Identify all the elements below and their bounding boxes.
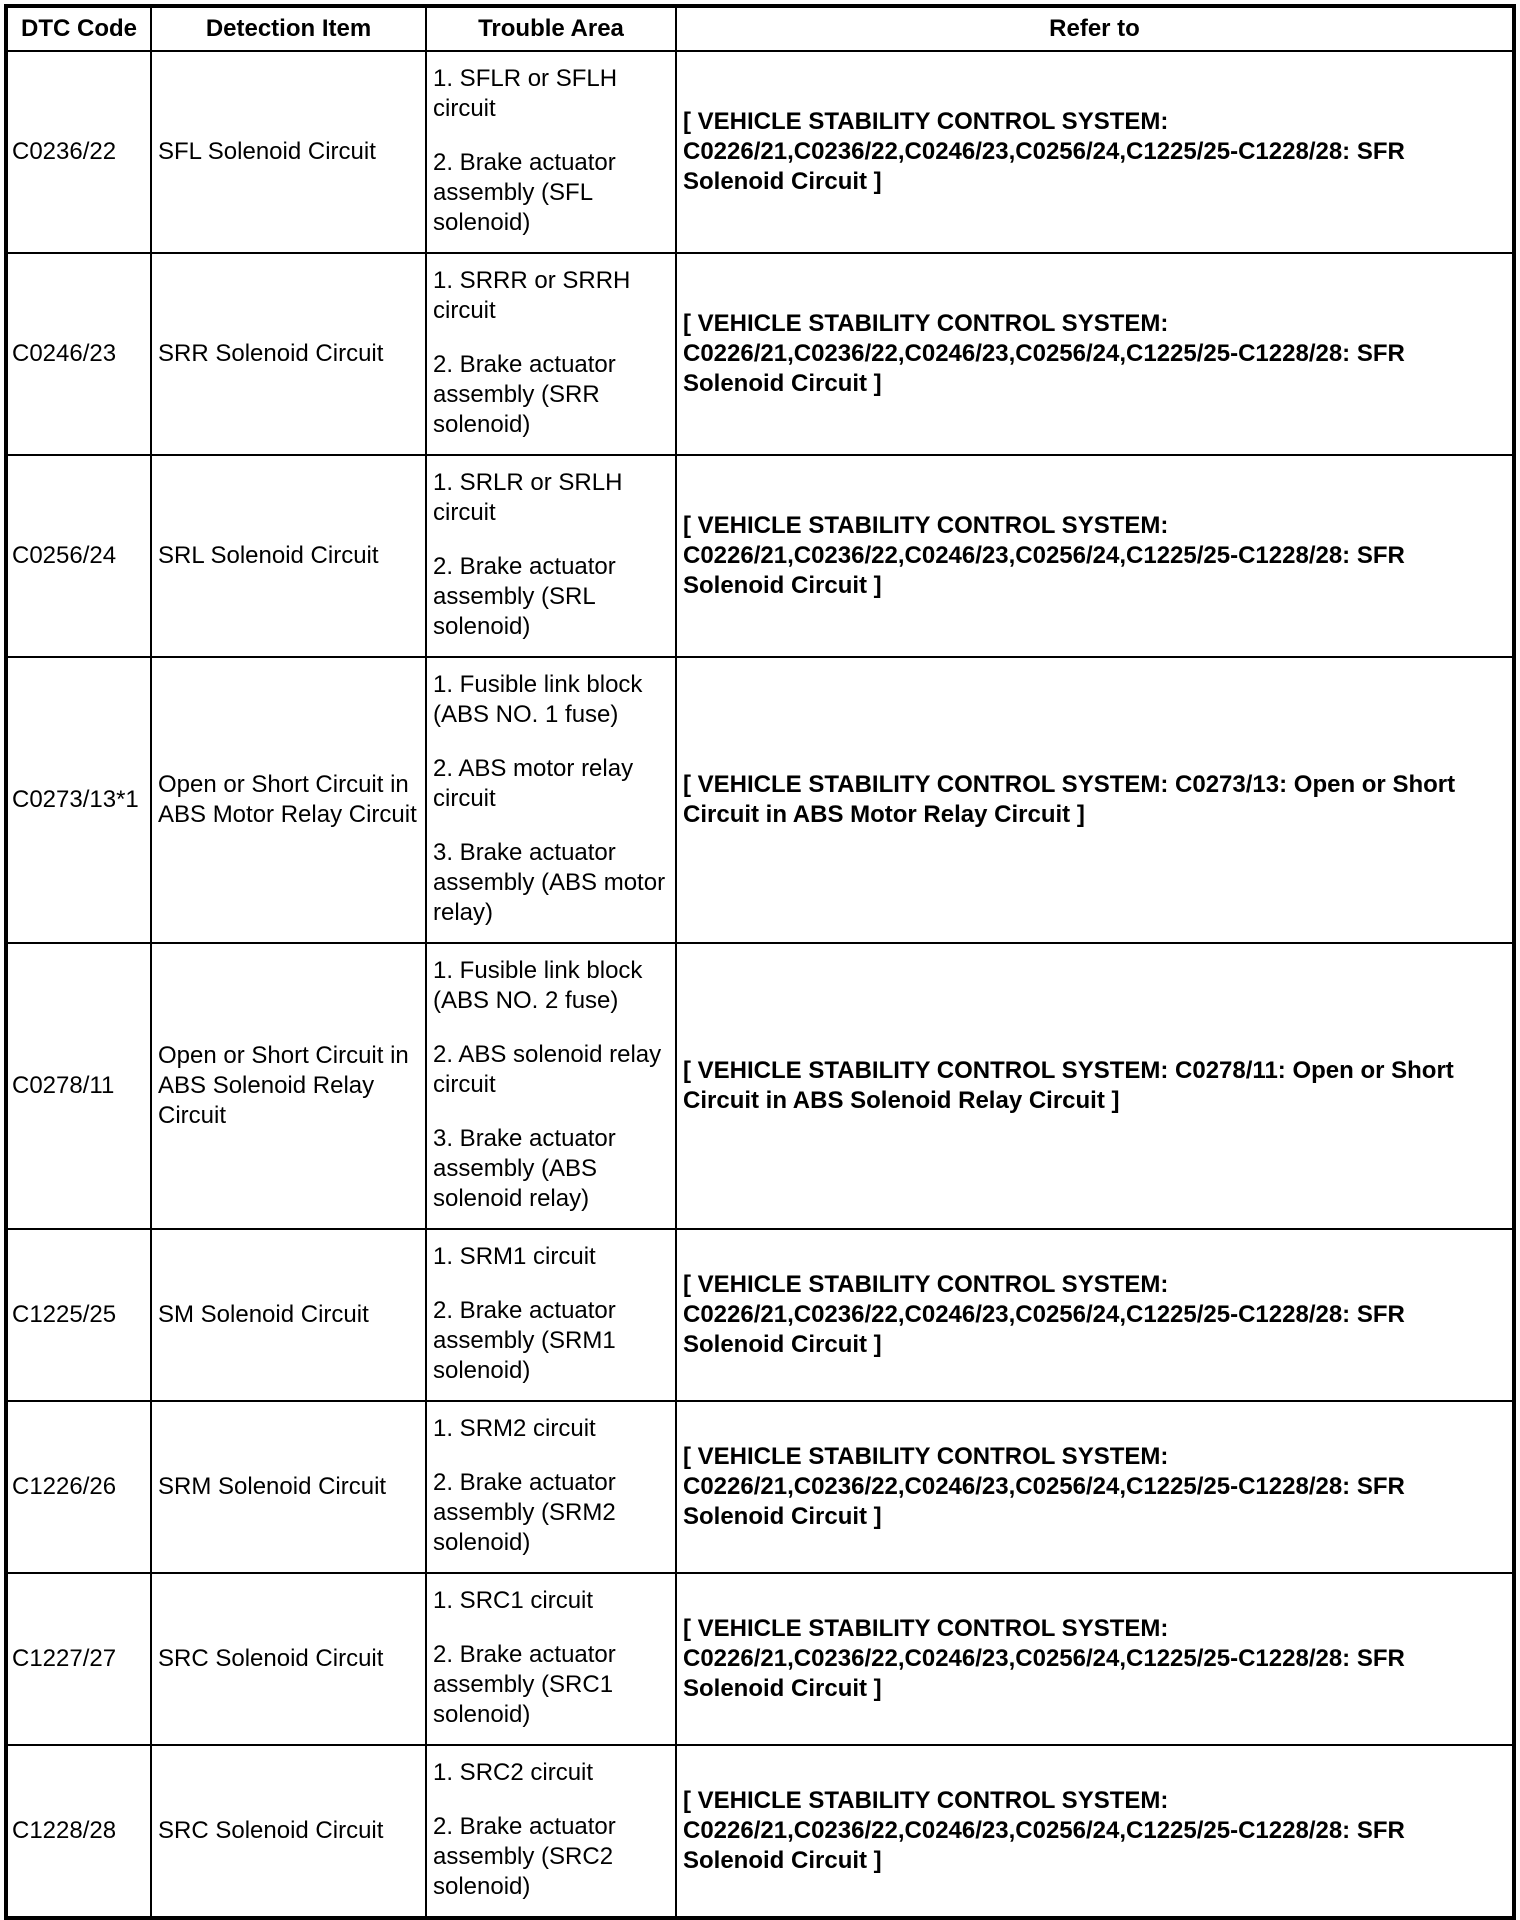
header-trouble-area: Trouble Area [426,6,676,51]
table-row [6,1745,1514,1918]
trouble-area-line: 2. ABS solenoid relay circuit [433,1041,662,1098]
trouble-area-line: 1. Fusible link block (ABS NO. 2 fuse) [433,957,643,1014]
refer-to-link[interactable]: [ VEHICLE STABILITY CONTROL SYSTEM: C0226/21,C0236/22,C0246/23,C0256/24,C1225/25-C1228/28: SFR Solenoid Circuit ] [676,455,1514,657]
refer-to-link[interactable]: [ VEHICLE STABILITY CONTROL SYSTEM: C0226/21,C0236/22,C0246/23,C0256/24,C1225/25-C1228/28: SFR Solenoid Circuit ] [676,1573,1514,1745]
detection-item-cell: Open or Short Circuit in ABS Solenoid Relay Circuit [151,943,426,1229]
header-refer-to: Refer to [676,6,1514,51]
trouble-area-line: 2. Brake actuator assembly (SRC1 solenoid) [433,1641,616,1728]
dtc-code-cell: C1226/26 [6,1401,151,1573]
trouble-area-line: 1. SRRR or SRRH circuit [433,267,631,324]
trouble-area-cell [426,657,676,943]
trouble-area-line: 3. Brake actuator assembly (ABS motor relay) [433,839,666,926]
trouble-area-cell [426,1229,676,1401]
detection-item-cell: SRM Solenoid Circuit [151,1401,426,1573]
dtc-code-cell: C0236/22 [6,51,151,253]
dtc-table [4,4,1516,1920]
dtc-code-cell: C1227/27 [6,1573,151,1745]
trouble-area-line: 1. SFLR or SFLH circuit [433,65,618,122]
dtc-code-cell: C0246/23 [6,253,151,455]
refer-to-link[interactable]: [ VEHICLE STABILITY CONTROL SYSTEM: C0226/21,C0236/22,C0246/23,C0256/24,C1225/25-C1228/28: SFR Solenoid Circuit ] [676,1745,1514,1918]
detection-item-cell: SRR Solenoid Circuit [151,253,426,455]
header-dtc-code: DTC Code [6,6,151,51]
table-row [6,253,1514,455]
trouble-area-line: 1. SRM2 circuit [433,1415,596,1442]
dtc-code-cell: C1228/28 [6,1745,151,1918]
dtc-table-sheet [4,4,1516,1900]
dtc-code-cell: C0278/11 [6,943,151,1229]
detection-item-cell: SRL Solenoid Circuit [151,455,426,657]
refer-to-link[interactable]: [ VEHICLE STABILITY CONTROL SYSTEM: C0278/11: Open or Short Circuit in ABS Solenoid Relay Circuit ] [676,943,1514,1229]
dtc-code-cell: C0256/24 [6,455,151,657]
table-row [6,943,1514,1229]
table-row [6,657,1514,943]
trouble-area-cell [426,943,676,1229]
table-row [6,1229,1514,1401]
trouble-area-line: 1. SRC1 circuit [433,1587,594,1614]
refer-to-link[interactable]: [ VEHICLE STABILITY CONTROL SYSTEM: C0226/21,C0236/22,C0246/23,C0256/24,C1225/25-C1228/28: SFR Solenoid Circuit ] [676,51,1514,253]
detection-item-cell: SRC Solenoid Circuit [151,1573,426,1745]
detection-item-cell: SM Solenoid Circuit [151,1229,426,1401]
table-row [6,455,1514,657]
trouble-area-cell [426,1745,676,1918]
trouble-area-line: 1. SRM1 circuit [433,1243,596,1270]
table-row [6,1401,1514,1573]
trouble-area-line: 1. SRLR or SRLH circuit [433,469,623,526]
trouble-area-line: 1. SRC2 circuit [433,1759,594,1786]
refer-to-link[interactable]: [ VEHICLE STABILITY CONTROL SYSTEM: C0226/21,C0236/22,C0246/23,C0256/24,C1225/25-C1228/28: SFR Solenoid Circuit ] [676,253,1514,455]
detection-item-cell: Open or Short Circuit in ABS Motor Relay Circuit [151,657,426,943]
dtc-code-cell: C1225/25 [6,1229,151,1401]
refer-to-link[interactable]: [ VEHICLE STABILITY CONTROL SYSTEM: C0273/13: Open or Short Circuit in ABS Motor Relay Circuit ] [676,657,1514,943]
table-row [6,51,1514,253]
trouble-area-line: 2. Brake actuator assembly (SRC2 solenoid) [433,1813,616,1900]
trouble-area-line: 2. ABS motor relay circuit [433,755,634,812]
trouble-area-line: 2. Brake actuator assembly (SRL solenoid) [433,553,616,640]
dtc-code-cell: C0273/13*1 [6,657,151,943]
detection-item-cell: SRC Solenoid Circuit [151,1745,426,1918]
trouble-area-line: 3. Brake actuator assembly (ABS solenoid relay) [433,1125,616,1212]
trouble-area-line: 1. Fusible link block (ABS NO. 1 fuse) [433,671,643,728]
refer-to-link[interactable]: [ VEHICLE STABILITY CONTROL SYSTEM: C0226/21,C0236/22,C0246/23,C0256/24,C1225/25-C1228/28: SFR Solenoid Circuit ] [676,1229,1514,1401]
trouble-area-line: 2. Brake actuator assembly (SFL solenoid) [433,149,616,236]
trouble-area-cell [426,1573,676,1745]
trouble-area-line: 2. Brake actuator assembly (SRM1 solenoid) [433,1297,616,1384]
detection-item-cell: SFL Solenoid Circuit [151,51,426,253]
trouble-area-cell [426,455,676,657]
header-detection-item: Detection Item [151,6,426,51]
table-row [6,1573,1514,1745]
trouble-area-cell [426,253,676,455]
header-row [6,6,1514,51]
refer-to-link[interactable]: [ VEHICLE STABILITY CONTROL SYSTEM: C0226/21,C0236/22,C0246/23,C0256/24,C1225/25-C1228/28: SFR Solenoid Circuit ] [676,1401,1514,1573]
trouble-area-cell [426,1401,676,1573]
trouble-area-cell [426,51,676,253]
trouble-area-line: 2. Brake actuator assembly (SRM2 solenoid) [433,1469,616,1556]
trouble-area-line: 2. Brake actuator assembly (SRR solenoid) [433,351,616,438]
